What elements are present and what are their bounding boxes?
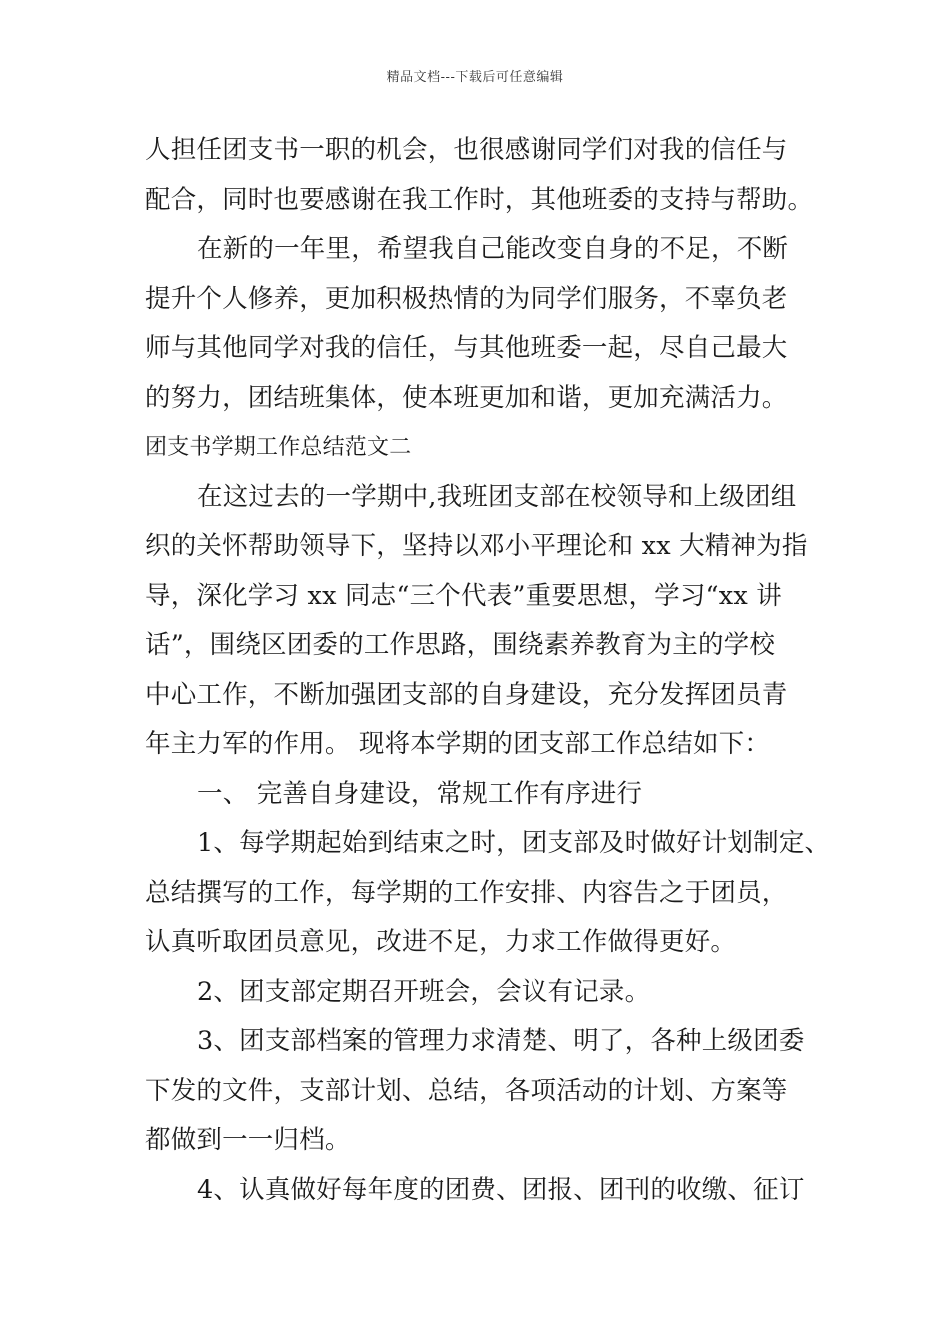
text-line: 都做到一一归档。 — [145, 1125, 351, 1155]
list-item-1: 1、每学期起始到结束之时，团支部及时做好计划制定、 — [197, 828, 831, 858]
list-item-4: 4、认真做好每年度的团费、团报、团刊的收缴、征订 — [197, 1174, 805, 1205]
text-line: 导，深化学习 xx 同志“三个代表”重要思想，学习“xx 讲 — [145, 580, 782, 611]
text-line: 配合，同时也要感谢在我工作时，其他班委的支持与帮助。 — [145, 184, 814, 215]
text-line: 总结撰写的工作，每学期的工作安排、内容告之于团员， — [145, 877, 788, 908]
text-line: 下发的文件，支部计划、总结，各项活动的计划、方案等 — [145, 1075, 788, 1106]
text-line: 的努力，团结班集体，使本班更加和谐，更加充满活力。 — [145, 382, 788, 413]
list-item-2: 2、团支部定期召开班会，会议有记录。 — [197, 976, 651, 1007]
page-header: 精品文档---下载后可任意编辑 — [386, 70, 564, 85]
text-line: 人担任团支书一职的机会，也很感谢同学们对我的信任与 — [145, 135, 788, 165]
text-line: 年主力军的作用。 现将本学期的团支部工作总结如下： — [145, 729, 771, 759]
paragraph-start-line: 在这过去的一学期中,我班团支部在校领导和上级团组 — [197, 481, 797, 512]
text-line: 师与其他同学对我的信任，与其他班委一起，尽自己最大 — [145, 333, 788, 363]
section-title: 团支书学期工作总结范文二 — [145, 435, 412, 460]
text-line: 中心工作，不断加强团支部的自身建设，充分发挥团员青 — [145, 679, 788, 710]
document-body — [145, 126, 831, 1215]
paragraph-start-line: 在新的一年里，希望我自己能改变自身的不足，不断 — [197, 234, 789, 264]
text-line: 话”，围绕区团委的工作思路，围绕素养教育为主的学校 — [145, 630, 776, 660]
text-line: 认真听取团员意见，改进不足，力求工作做得更好。 — [145, 927, 737, 957]
list-item-3: 3、团支部档案的管理力求清楚、明了，各种上级团委 — [197, 1026, 805, 1056]
text-line: 提升个人修养，更加积极热情的为同学们服务，不辜负老 — [145, 283, 788, 314]
text-line: 织的关怀帮助领导下，坚持以邓小平理论和 xx 大精神为指 — [145, 531, 808, 561]
subsection-heading: 一、 完善自身建设，常规工作有序进行 — [197, 778, 643, 809]
